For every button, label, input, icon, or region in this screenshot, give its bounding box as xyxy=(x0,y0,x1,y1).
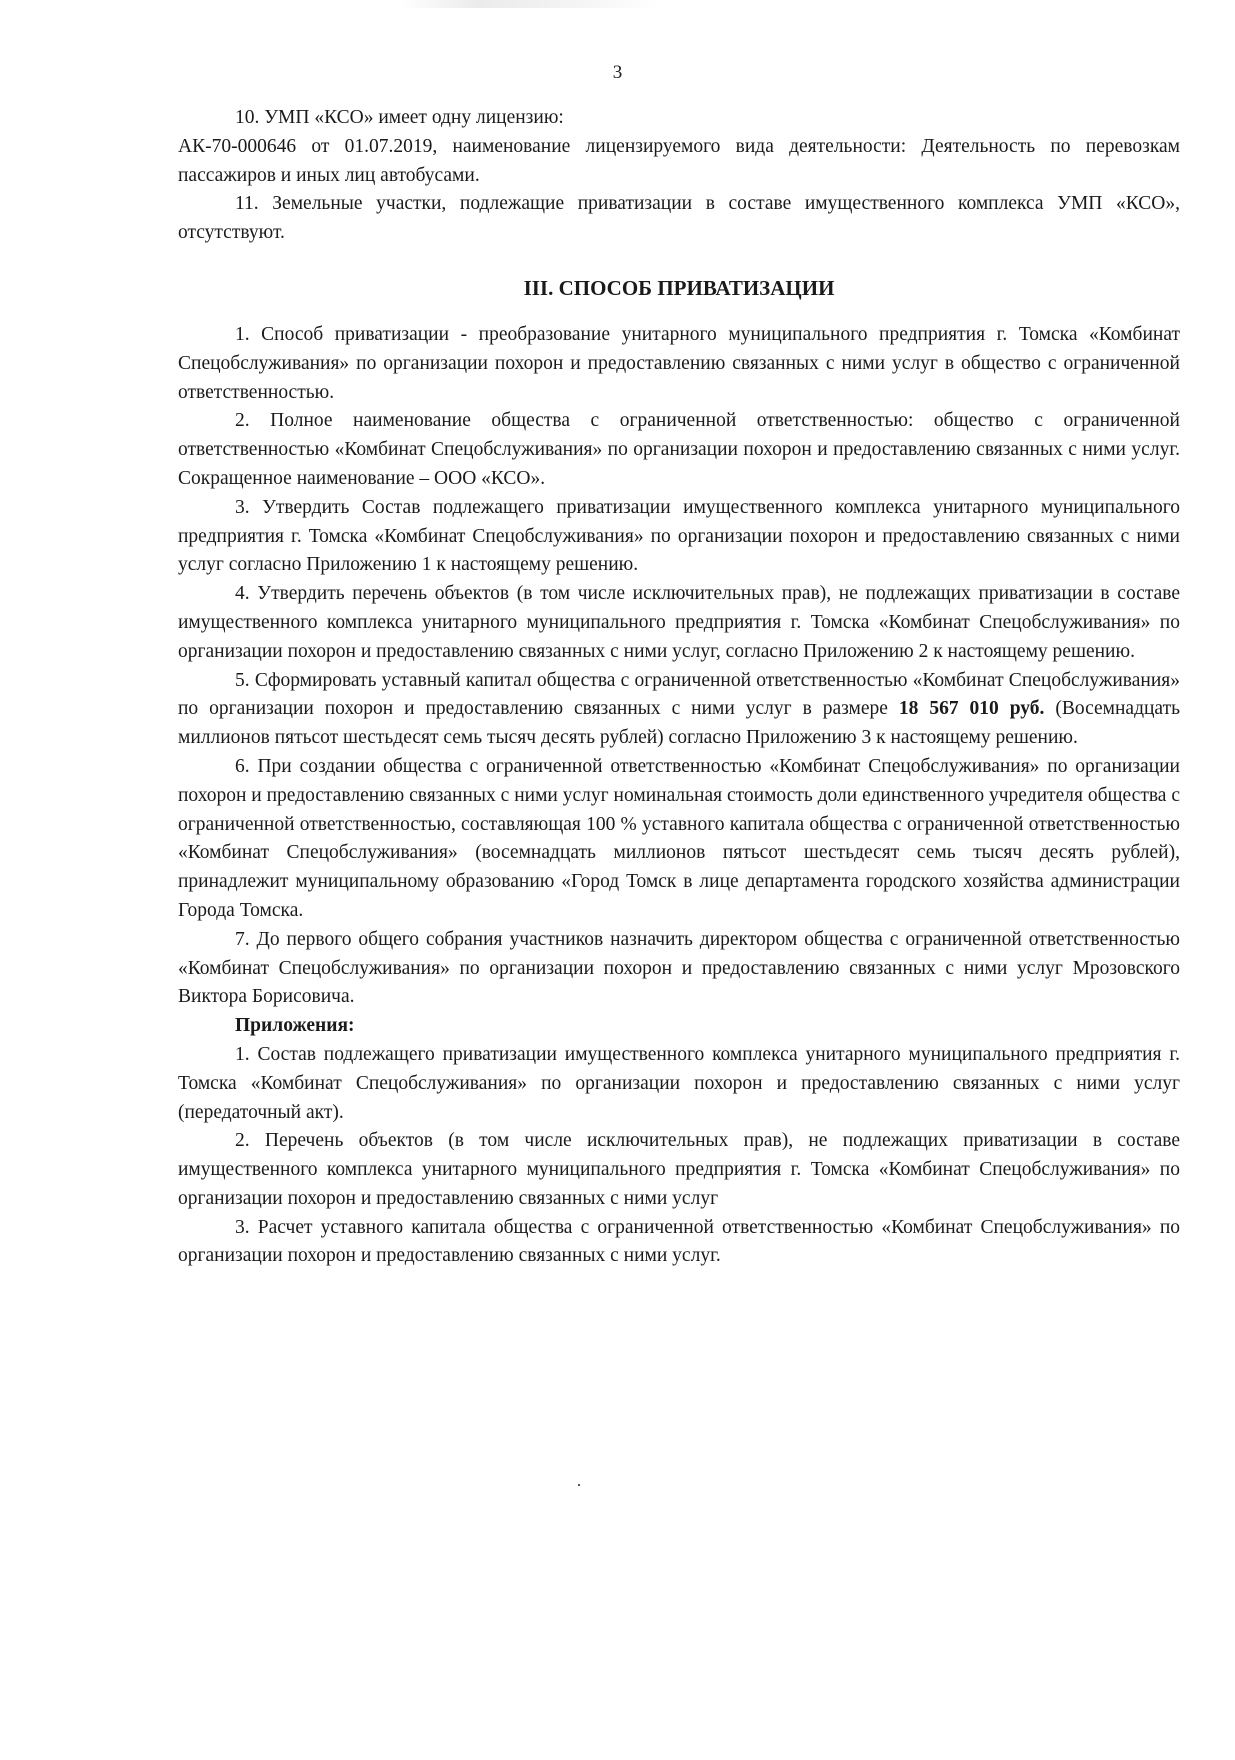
capital-amount: 18 567 010 руб. xyxy=(898,698,1045,720)
paragraph-item-2: 2. Полное наименование общества с ограниченной ответственностью: общество с ограниченной ответственностью «Комбинат Спецобслуживания» по организации похорон и предоставлению связанных с ними услуг. Сокращенное наименование – ООО «КСО». xyxy=(178,410,1180,489)
page-number: 3 xyxy=(612,62,623,83)
scan-dot xyxy=(578,1484,580,1486)
paragraph-item-7: 7. До первого общего собрания участников назначить директором общества с ограниченной ответственностью «Комбинат Спецобслуживания» по организации похорон и предоставлению связанных с ними услуг Мрозовского Виктора Борисовича. xyxy=(178,928,1180,1008)
appendix-item-3: 3. Расчет уставного капитала общества с ограниченной ответственностью «Комбинат Спецобслуживания» по организации похорон и предоставлению связанных с ними услуг. xyxy=(178,1216,1180,1267)
document-body xyxy=(178,104,1180,1271)
appendices-heading: Приложения: xyxy=(235,1015,355,1037)
paragraph-item-4: 4. Утвердить перечень объектов (в том числе исключительных прав), не подлежащих приватизации в составе имущественного комплекса унитарного муниципального предприятия г. Томска «Комбинат Спецобслуживания» по организации похорон и предоставлению связанных с ними услуг, согласно Приложению 2 к настоящему решению. xyxy=(178,583,1180,662)
paragraph-item-3: 3. Утвердить Состав подлежащего приватизации имущественного комплекса унитарного муниципального предприятия г. Томска «Комбинат Спецобслуживания» по организации похорон и предоставлению связанных с ними услуг согласно Приложению 1 к настоящему решению. xyxy=(178,496,1180,576)
item-5-text-after: (Восемнадцать миллионов пятьсот шестьдесят семь тысяч десять рублей) согласно Приложению 3 к настоящему решению. xyxy=(178,698,1180,749)
paragraph-item-1: 1. Способ приватизации - преобразование унитарного муниципального предприятия г. Томска «Комбинат Спецобслуживания» по организации похорон и предоставлению связанных с ними услуг в общество с ограниченной ответственностью. xyxy=(178,323,1180,403)
item-5-text-before: 5. Сформировать уставный капитал общества с ограниченной ответственностью «Комбинат Спецобслуживания» по организации похорон и предоставлению связанных с ними услуг в размере xyxy=(178,669,1180,720)
paragraph-item-10-intro: 10. УМП «КСО» имеет одну лицензию: xyxy=(235,107,564,128)
appendix-item-2: 2. Перечень объектов (в том числе исключительных прав), не подлежащих приватизации в составе имущественного комплекса унитарного муниципального предприятия г. Томска «Комбинат Спецобслуживания» по организации похорон и предоставлению связанных с ними услуг xyxy=(178,1130,1180,1209)
appendix-item-1: 1. Состав подлежащего приватизации имущественного комплекса унитарного муниципального предприятия г. Томска «Комбинат Спецобслуживания» по организации похорон и предоставлению связанных с ними услуг (передаточный акт). xyxy=(178,1043,1180,1123)
section-heading: III. СПОСОБ ПРИВАТИЗАЦИИ xyxy=(523,275,835,300)
paragraph-item-11: 11. Земельные участки, подлежащие приватизации в составе имущественного комплекса УМП «КСО», отсутствуют. xyxy=(178,193,1180,244)
scan-artifact xyxy=(400,0,660,8)
paragraph-item-6: 6. При создании общества с ограниченной ответственностью «Комбинат Спецобслуживания» по организации похорон и предоставлению связанных с ними услуг номинальная стоимость доли единственного учредителя общества с ограниченной ответственностью, составляющая 100 % уставного капитала общества с ограниченной ответственностью «Комбинат Спецобслуживания» (восемнадцать миллионов пятьсот шестьдесят семь тысяч десять рублей), принадлежит муниципальному образованию «Город Томск в лице департамента городского хозяйства администрации Города Томска. xyxy=(178,755,1180,921)
paragraph-item-10-license: АК-70-000646 от 01.07.2019, наименование лицензируемого вида деятельности: Деятельность по перевозкам пассажиров и иных лиц автобусами. xyxy=(178,135,1180,186)
paragraph-item-5 xyxy=(178,667,1180,753)
